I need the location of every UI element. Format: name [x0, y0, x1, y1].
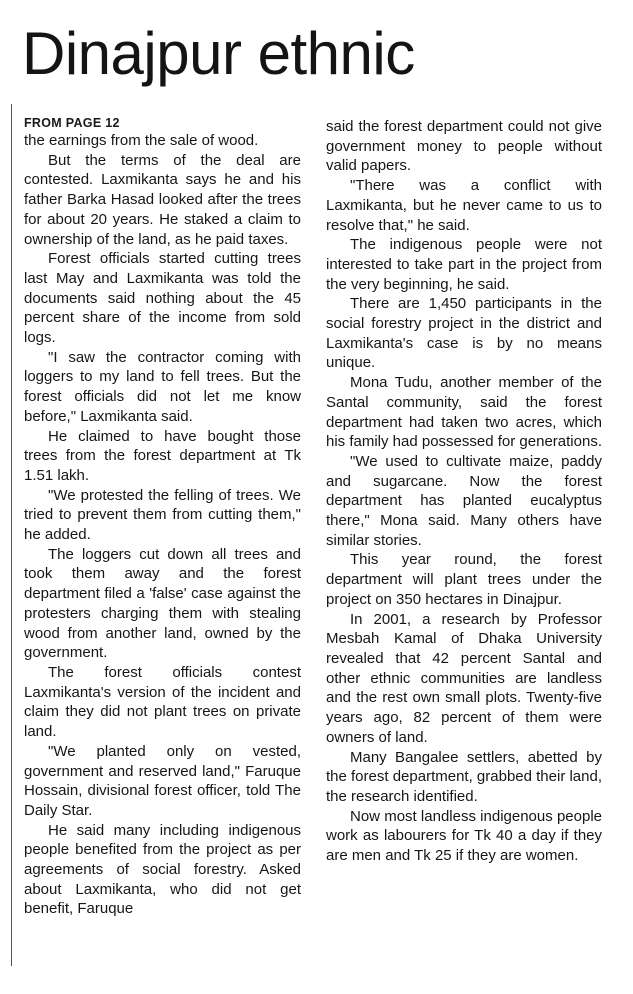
paragraph: said the forest department could not give government money to people without valid papers. — [326, 118, 602, 175]
paragraph: In 2001, a research by Professor Mesbah Kamal of Dhaka University revealed that 42 percent Santal and other ethnic communities are landless and the rest own small plots. Twenty-five years ago, 82 percent of them were owners of land. — [326, 610, 602, 746]
dateline: FROM PAGE 12 — [24, 116, 120, 130]
paragraph: Mona Tudu, another member of the Santal community, said the forest department had taken two acres, which his family had possessed for generations. — [326, 374, 602, 451]
article-column-right — [326, 117, 602, 866]
paragraph: Many Bangalee settlers, abetted by the forest department, grabbed their land, the research identified. — [326, 748, 603, 805]
column-rule — [11, 104, 12, 966]
paragraph: He claimed to have bought those trees from the forest department at Tk 1.51 lakh. — [24, 427, 301, 484]
paragraph: "We planted only on vested, government and reserved land," Faruque Hossain, divisional forest officer, told The Daily Star. — [24, 742, 301, 819]
paragraph: "We used to cultivate maize, paddy and sugarcane. Now the forest department has planted eucalyptus there," Mona said. Many others have similar stories. — [326, 452, 602, 549]
paragraph: This year round, the forest department will plant trees under the project on 350 hectares in Dinajpur. — [326, 551, 602, 608]
paragraph: But the terms of the deal are contested. Laxmikanta says he and his father Barka Hasad looked after the trees for about 20 years. He staked a claim to ownership of the land, as he paid taxes. — [24, 151, 301, 248]
paragraph: The loggers cut down all trees and took them away and the forest department filed a 'false' case against the protesters charging them with stealing wood from another land, owned by the government. — [24, 545, 301, 662]
paragraph: Forest officials started cutting trees last May and Laxmikanta was told the documents said nothing about the 45 percent share of the income from sold logs. — [24, 250, 301, 347]
headline: Dinajpur ethnic — [22, 20, 415, 87]
paragraph: "There was a conflict with Laxmikanta, but he never came to us to resolve that," he said. — [326, 177, 602, 234]
paragraph: "I saw the contractor coming with loggers to my land to fell trees. But the forest officials did not let me know before," Laxmikanta said. — [24, 348, 301, 425]
paragraph: "We protested the felling of trees. We tried to prevent them from cutting them," he added. — [24, 486, 301, 544]
paragraph: the earnings from the sale of wood. — [24, 132, 259, 149]
paragraph: The indigenous people were not interested to take part in the project from the very beginning, he said. — [326, 236, 602, 293]
paragraph: Now most landless indigenous people work as labourers for Tk 40 a day if they are men and Tk 25 if they are women. — [326, 807, 602, 865]
paragraph: There are 1,450 participants in the social forestry project in the district and Laxmikanta's case is by no means unique. — [326, 295, 602, 372]
article-column-left — [24, 116, 301, 919]
paragraph: The forest officials contest Laxmikanta's version of the incident and claim they did not plant trees on private land. — [24, 663, 301, 741]
paragraph: He said many including indigenous people benefited from the project as per agreements of social forestry. Asked about Laxmikanta, who did not get benefit, Faruque — [24, 821, 301, 918]
